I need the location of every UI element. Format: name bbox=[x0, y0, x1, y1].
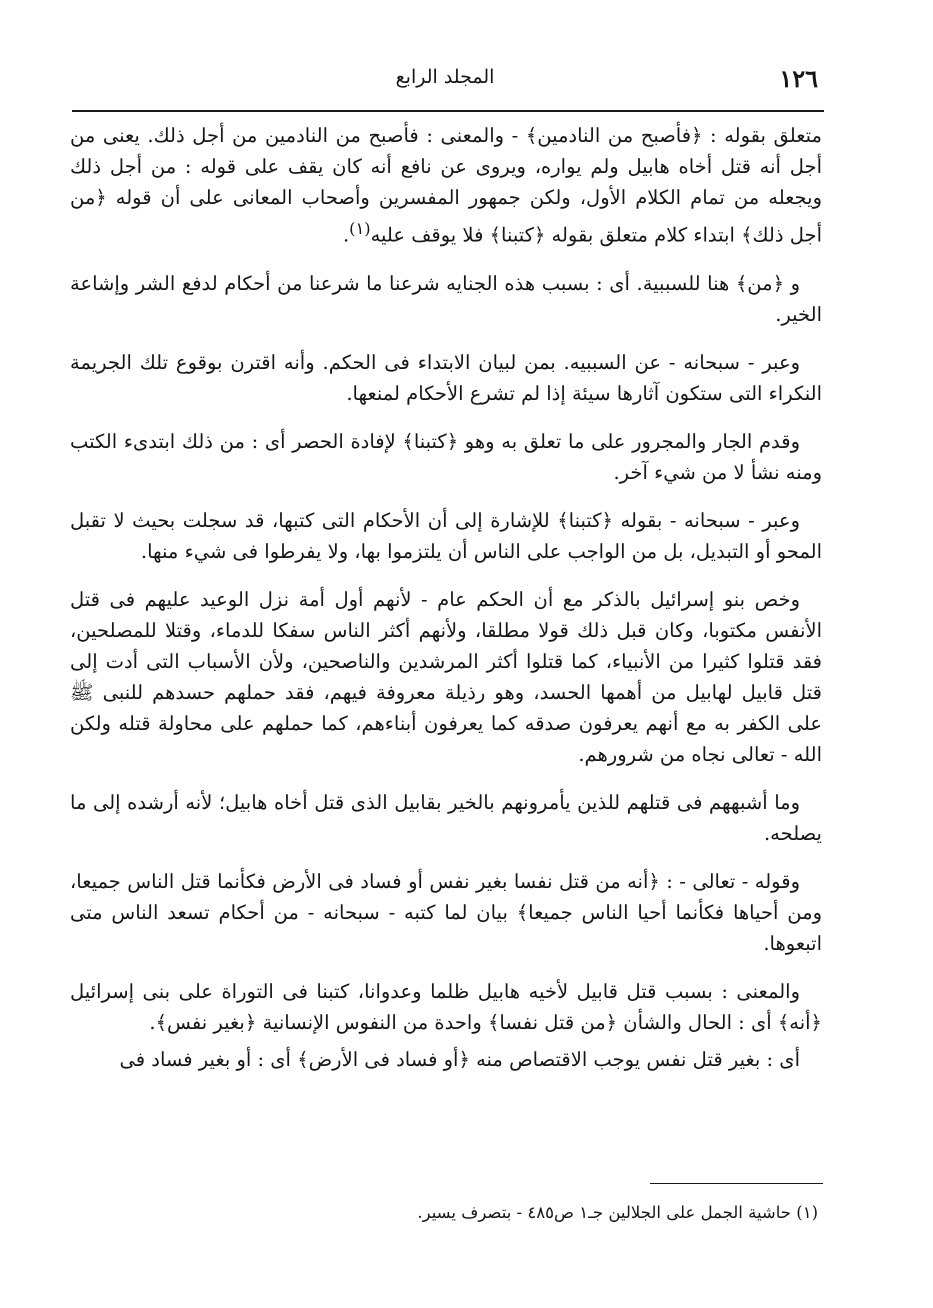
footnote-marker: (١) bbox=[796, 1203, 818, 1222]
footnote-reference[interactable]: (١) bbox=[349, 219, 371, 238]
body-text bbox=[70, 120, 822, 1092]
paragraph-7: وما أشبههم فى قتلهم للذين يأمرونهم بالخير بقابيل الذى قتل أخاه هابيل؛ لأنه أرشده إلى ما يصلحه. bbox=[70, 790, 822, 845]
paragraph-4: وقدم الجار والمجرور على ما تعلق به وهو ﴿كتبنا﴾ لإفادة الحصر أى : من ذلك ابتدىء الكتب ومنه نشأ لا من شيء آخر. bbox=[70, 429, 822, 484]
paragraph-1 bbox=[70, 120, 822, 251]
paragraph-9: والمعنى : بسبب قتل قابيل لأخيه هابيل ظلما وعدوانا، كتبنا فى التوراة على بنى إسرائيل ﴿أنه﴾ أى : الحال والشأن ﴿من قتل نفسا﴾ واحدة من النفوس الإنسانية ﴿بغير نفس﴾. bbox=[70, 979, 822, 1034]
paragraph-10: أى : بغير قتل نفس يوجب الاقتصاص منه ﴿أو فساد فى الأرض﴾ أى : أو بغير فساد فى bbox=[119, 1047, 800, 1071]
paragraph-2: و ﴿من﴾ هنا للسببية. أى : بسبب هذه الجنايه شرعنا ما شرعنا من أحكام لدفع الشر وإشاعة الخير. bbox=[70, 271, 822, 326]
paragraph-5: وعبر - سبحانه - بقوله ﴿كتبنا﴾ للإشارة إلى أن الأحكام التى كتبها، قد سجلت بحيث لا تقبل المحو أو التبديل، بل من الواجب على الناس أن يلتزموا بها، ولا يفرطوا فى شيء منها. bbox=[70, 508, 822, 563]
header-divider bbox=[72, 110, 824, 112]
footnote bbox=[70, 1200, 818, 1226]
footnote-divider bbox=[650, 1183, 823, 1184]
paragraph-6: وخص بنو إسرائيل بالذكر مع أن الحكم عام - لأنهم أول أمة نزل الوعيد عليهم فى قتل الأنفس مكتوبا، وكان قبل ذلك قولا مطلقا، ولأنهم أكثر الناس سفكا للدماء، وقتلا للمصلحين، فقد قتلوا كثيرا من الأنبياء، كما قتلوا أكثر المرشدين والناصحين، ولأن الأسباب التى أدت إلى قتل قابيل لهابيل من أهمها الحسد، وهو رذيلة معروفة فيهم، فقد حملهم حسدهم للنبى ﷺ على الكفر به مع أنهم يعرفون صدقه كما يعرفون أبناءهم، كما حملهم على محاولة قتله ولكن الله - تعالى نجاه من شرورهم. bbox=[70, 587, 822, 766]
page-number: ١٢٦ bbox=[779, 64, 818, 93]
paragraph-1-text: متعلق بقوله : ﴿فأصبح من النادمين﴾ - والمعنى : فأصبح من النادمين من أجل ذلك. يعنى من أجل أنه قتل أخاه هابيل ولم يواره، ويروى عن نافع أنه كان يقف على قوله : من أجل ذلك ويجعله من تمام الكلام الأول، ولكن جمهور المفسرين وأصحاب المعانى على أن قوله ﴿من أجل ذلك﴾ ابتداء كلام متعلق بقوله ﴿كتبنا﴾ فلا يوقف عليه bbox=[70, 124, 822, 247]
page-header bbox=[70, 60, 820, 100]
paragraph-8: وقوله - تعالى - : ﴿أنه من قتل نفسا بغير نفس أو فساد فى الأرض فكأنما قتل الناس جميعا، ومن أحياها فكأنما أحيا الناس جميعا﴾ بيان لما كتبه - سبحانه - من أحكام تسعد الناس متى اتبعوها. bbox=[70, 869, 822, 955]
paragraph-1-end: . bbox=[342, 223, 350, 247]
paragraph-3: وعبر - سبحانه - عن السببيه. بمن لبيان الابتداء فى الحكم. وأنه اقترن بوقوع تلك الجريمة النكراء التى ستكون آثارها سيئة إذا لم تشرع الأحكام لمنعها. bbox=[70, 350, 822, 405]
running-title: المجلد الرابع bbox=[395, 66, 495, 88]
footnote-text: حاشية الجمل على الجلالين جـ١ ص٤٨٥ - بتصرف يسير. bbox=[417, 1203, 791, 1222]
